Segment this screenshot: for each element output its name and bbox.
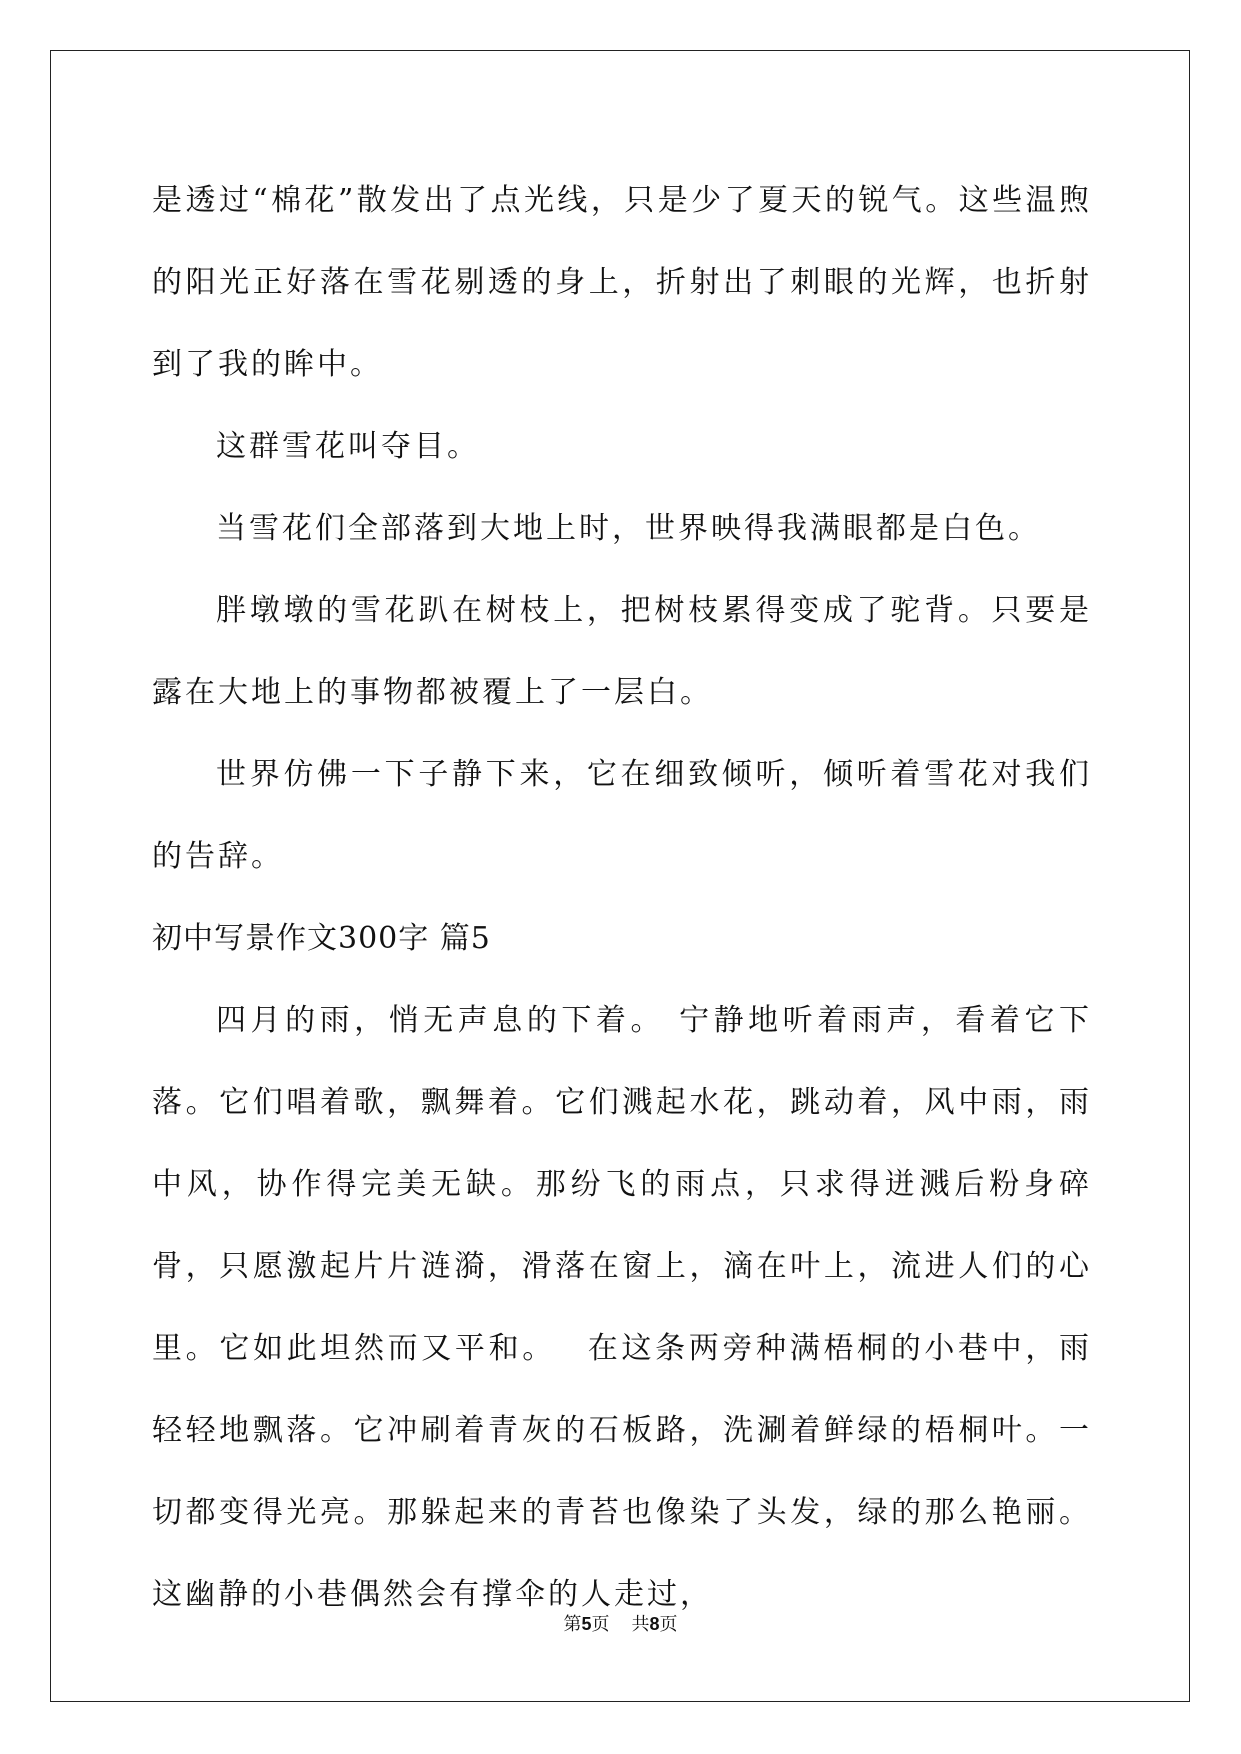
- page-current: 5: [581, 1614, 592, 1634]
- page-total: 8: [649, 1614, 660, 1634]
- paragraph-april-rain: 四月的雨，悄无声息的下着。 宁静地听着雨声，看着它下落。它们唱着歌，飘舞着。它们溅起水花，跳动着，风中雨，雨中风，协作得完美无缺。那纷飞的雨点，只求得迸溅后粉身碎骨，只愿激起片片涟漪，滑落在窗上，滴在叶上，流进人们的心里。它如此坦然而又平和。 在这条两旁种满梧桐的小巷中，雨轻轻地飘落。它冲刷着青灰的石板路，洗涮着鲜绿的梧桐叶。一切都变得光亮。那躲起来的青苔也像染了头发，绿的那么艳丽。这幽静的小巷偶然会有撑伞的人走过，: [152, 1003, 1092, 1612]
- paragraph-farewell: 世界仿佛一下子静下来，它在细致倾听，倾听着雪花对我们的告辞。: [152, 757, 1092, 874]
- document-body: [152, 160, 1092, 1636]
- total-prefix: 共: [631, 1614, 650, 1635]
- page-footer: [0, 1610, 1241, 1636]
- paragraph-white-world: 当雪花们全部落到大地上时，世界映得我满眼都是白色。: [216, 511, 1041, 546]
- total-unit: 页: [659, 1614, 678, 1635]
- essay-heading: 初中写景作文300字 篇5: [152, 921, 491, 956]
- paragraph-branches: 胖墩墩的雪花趴在树枝上，把树枝累得变成了驼背。只要是露在大地上的事物都被覆上了一层白。: [152, 593, 1092, 710]
- page-prefix: 第: [563, 1614, 582, 1635]
- page-unit: 页: [591, 1614, 610, 1635]
- paragraph-dazzling: 这群雪花叫夺目。: [216, 429, 480, 464]
- paragraph-snow-light: 是透过“棉花”散发出了点光线，只是少了夏天的锐气。这些温煦的阳光正好落在雪花剔透的身上，折射出了刺眼的光辉，也折射到了我的眸中。: [152, 183, 1092, 382]
